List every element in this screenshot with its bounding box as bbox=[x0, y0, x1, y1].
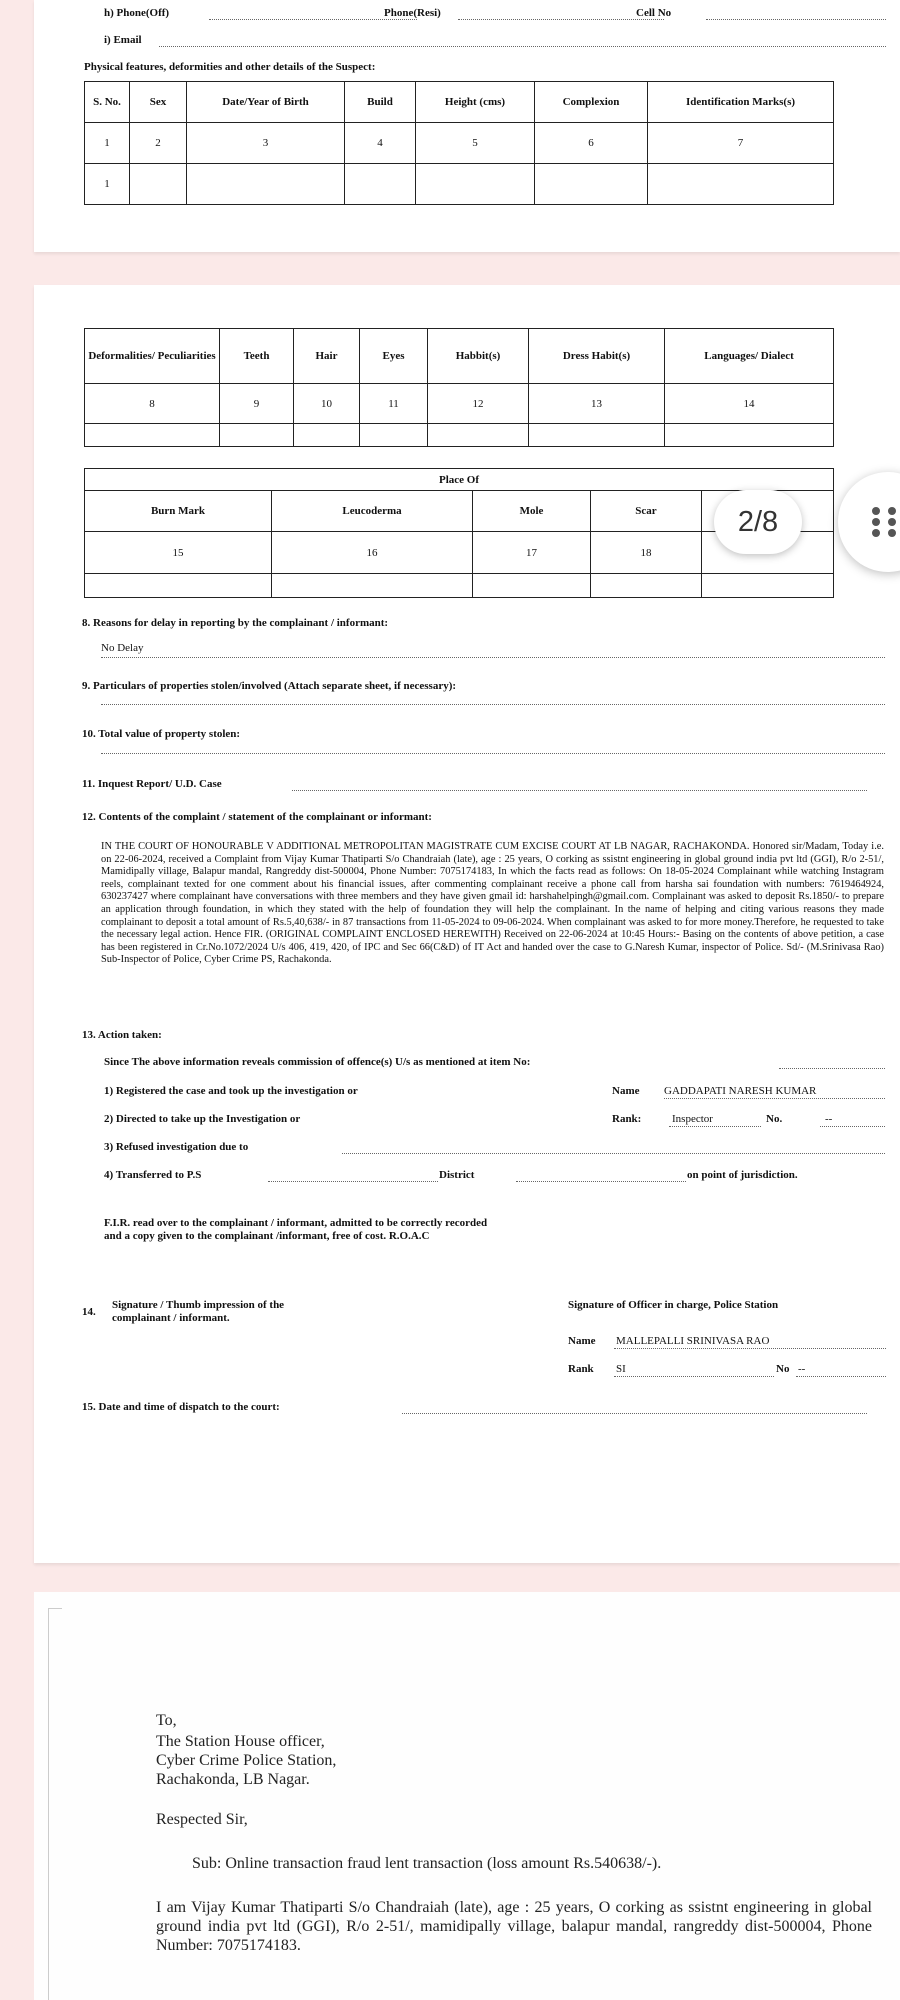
table-header: Deformalities/ Peculiarities bbox=[85, 329, 220, 384]
table-cell bbox=[85, 424, 220, 447]
document-page-1 bbox=[34, 0, 900, 252]
table-header: Habbit(s) bbox=[428, 329, 529, 384]
complaint-contents: IN THE COURT OF HONOURABLE V ADDITIONAL METROPOLITAN MAGISTRATE CUM EXCISE COURT AT LB NAGAR, RACHAKONDA. Honored sir/Madam, Today i.e. on 22-06-2024, received a Complaint from Vijay Kumar Thatiparti S/o Chandraiah (late), age : 25 years, O corking as ssistnt engineering in global ground india pvt ltd (GGI), R/o 2-51/, Mamidipally village, Balapur mandal, Rangreddy dist-500004, Phone Number: 7075174183, In which the facts read as follows: On 18-05-2024 Complainant while watching Instagram reels, complainant texted for one comment about his financial issues, after commenting complainant receive a phone call from harsha sai foundation with numbers: 7619464924, 630237427 where complainant have conversations with three members and they have given gmail id: harshahelpingh@gmail.com. Complainant was asked to deposit Rs.1850/- to prepare an application through foundation, in which they stated with the help of foundation they will help the complainant. In the name of helping and citing various reasons they made complainant to deposit a total amount of Rs.5,40,638/- in 87 transactions from 11-05-2024 to 09-06-2024. When complainant was asked to for more money.Therefore, he requested to take the necessary legal action. Hence FIR. (ORIGINAL COMPLAINT ENCLOSED HEREWITH) Received on 22-06-2024 at 10:45 Hours:- Basing on the contents of above petition, a case has been registered in Cr.No.1072/2024 U/s 406, 419, 420, of IPC and Sec 66(C&D) of IT Act and handed over the case to G.Naresh Kumar, inspector of Police. Sd/- (M.Srinivasa Rao) Sub-Inspector of Police, Cyber Crime PS, Rachakonda. bbox=[101, 841, 884, 966]
item-14-number: 14. bbox=[82, 1306, 96, 1318]
table-cell: 3 bbox=[187, 123, 345, 164]
table-cell bbox=[130, 164, 187, 205]
item-11-label: 11. Inquest Report/ U.D. Case bbox=[82, 778, 222, 790]
table-cell: 12 bbox=[428, 384, 529, 424]
table-cell bbox=[473, 574, 591, 598]
table-cell: 9 bbox=[220, 384, 294, 424]
jurisdiction-label: on point of jurisdiction. bbox=[687, 1169, 798, 1181]
table-cell bbox=[416, 164, 535, 205]
no-value: -- bbox=[825, 1113, 833, 1125]
table-cell bbox=[665, 424, 834, 447]
table-cell bbox=[529, 424, 665, 447]
table-header: Mole bbox=[473, 491, 591, 532]
item-14-label-1: Signature / Thumb impression of the bbox=[112, 1299, 285, 1311]
officer-in-charge-no-label: No bbox=[776, 1363, 790, 1375]
officer-signature-label: Signature of Officer in charge, Police Station bbox=[568, 1299, 779, 1311]
table-cell bbox=[360, 424, 428, 447]
officer-in-charge-name-label: Name bbox=[568, 1335, 596, 1347]
item-15-line bbox=[402, 1413, 867, 1414]
table-header: Leucoderma bbox=[272, 491, 473, 532]
table-header: Height (cms) bbox=[416, 82, 535, 123]
table-header: Complexion bbox=[535, 82, 648, 123]
scan-edge-line bbox=[48, 1608, 49, 2000]
item-13-intro-line bbox=[779, 1068, 885, 1069]
item-15-label: 15. Date and time of dispatch to the court: bbox=[82, 1401, 280, 1413]
item-13-intro: Since The above information reveals commission of offence(s) U/s as mentioned at item No: bbox=[104, 1056, 531, 1068]
letter-address-line-3: Rachakonda, LB Nagar. bbox=[156, 1771, 310, 1788]
scanned-letter-page bbox=[34, 1592, 900, 2000]
table-cell bbox=[294, 424, 360, 447]
rank-line bbox=[669, 1126, 761, 1127]
officer-in-charge-no: -- bbox=[798, 1363, 806, 1375]
item-8-line bbox=[101, 657, 885, 658]
item-12-label: 12. Contents of the complaint / statement of the complainant or informant: bbox=[82, 811, 432, 823]
rank-value: Inspector bbox=[672, 1113, 713, 1125]
letter-address-line-1: The Station House officer, bbox=[156, 1733, 325, 1750]
item-8-label: 8. Reasons for delay in reporting by the complainant / informant: bbox=[82, 617, 389, 629]
table-cell bbox=[648, 164, 834, 205]
phone-resi-label: Phone(Resi) bbox=[384, 7, 441, 19]
table-cell bbox=[272, 574, 473, 598]
table-cell bbox=[85, 574, 272, 598]
table-header: Scar bbox=[591, 491, 702, 532]
item-8-value: No Delay bbox=[101, 642, 144, 654]
email-label: i) Email bbox=[104, 34, 142, 46]
officer-in-charge-name-line bbox=[614, 1348, 886, 1349]
action-option-1: 1) Registered the case and took up the investigation or bbox=[104, 1085, 358, 1097]
item-13-label: 13. Action taken: bbox=[82, 1029, 162, 1041]
table-header: Burn Mark bbox=[85, 491, 272, 532]
table-cell: 1 bbox=[85, 123, 130, 164]
letter-body: I am Vijay Kumar Thatiparti S/o Chandraiah (late), age : 25 years, O corking as ssistnt engineering in global ground india pvt ltd (GGI), R/o 2-51/, mamidipally village, balapur mandal, rangreddy dist-500004, Phone Number: 7075174183. bbox=[156, 1899, 872, 1954]
physical-features-heading: Physical features, deformities and other details of the Suspect: bbox=[84, 61, 376, 73]
table-cell: 6 bbox=[535, 123, 648, 164]
officer-in-charge-rank-line bbox=[614, 1376, 774, 1377]
item-9-label: 9. Particulars of properties stolen/involved (Attach separate sheet, if necessary): bbox=[82, 680, 457, 692]
letter-to: To, bbox=[156, 1712, 177, 1729]
officer-name-label: Name bbox=[612, 1085, 640, 1097]
district-line bbox=[516, 1181, 686, 1182]
letter-salutation: Respected Sir, bbox=[156, 1811, 248, 1828]
table-header: Hair bbox=[294, 329, 360, 384]
officer-in-charge-no-line bbox=[796, 1376, 886, 1377]
action-option-2: 2) Directed to take up the Investigation or bbox=[104, 1113, 301, 1125]
letter-address-line-2: Cyber Crime Police Station, bbox=[156, 1752, 337, 1769]
table-cell: 14 bbox=[665, 384, 834, 424]
cell-no-line bbox=[706, 19, 886, 20]
item-11-line bbox=[292, 790, 867, 791]
table-header: Eyes bbox=[360, 329, 428, 384]
letter-subject: Sub: Online transaction fraud lent transaction (loss amount Rs.540638/-). bbox=[192, 1855, 662, 1872]
table-header: S. No. bbox=[85, 82, 130, 123]
cell-no-label: Cell No bbox=[636, 7, 672, 19]
table-cell bbox=[345, 164, 416, 205]
table-header: Identification Marks(s) bbox=[648, 82, 834, 123]
item-14-label-2: complainant / informant. bbox=[112, 1312, 230, 1324]
item-9-line bbox=[101, 704, 885, 705]
table-header: Teeth bbox=[220, 329, 294, 384]
table-cell: 1 bbox=[85, 164, 130, 205]
scan-edge-line bbox=[48, 1608, 62, 1609]
table-cell: 13 bbox=[529, 384, 665, 424]
transfer-ps-line bbox=[268, 1181, 438, 1182]
item-10-line bbox=[101, 753, 885, 754]
table-cell: 15 bbox=[85, 532, 272, 574]
officer-name-value: GADDAPATI NARESH KUMAR bbox=[664, 1085, 817, 1097]
table-cell bbox=[702, 574, 834, 598]
table-cell bbox=[591, 574, 702, 598]
table-cell bbox=[428, 424, 529, 447]
officer-in-charge-name: MALLEPALLI SRINIVASA RAO bbox=[616, 1335, 770, 1347]
action-option-4: 4) Transferred to P.S bbox=[104, 1169, 202, 1181]
table-header: Date/Year of Birth bbox=[187, 82, 345, 123]
rank-label: Rank: bbox=[612, 1113, 642, 1125]
table-cell: 10 bbox=[294, 384, 360, 424]
document-page-2 bbox=[34, 285, 900, 1563]
table-cell bbox=[187, 164, 345, 205]
district-label: District bbox=[439, 1169, 475, 1181]
suspect-features-table bbox=[84, 81, 834, 205]
table-cell: 2 bbox=[130, 123, 187, 164]
officer-name-line bbox=[664, 1098, 885, 1099]
no-label: No. bbox=[766, 1113, 783, 1125]
table-cell: 5 bbox=[416, 123, 535, 164]
phone-off-line bbox=[209, 19, 417, 20]
table-cell: 8 bbox=[85, 384, 220, 424]
table-cell: 17 bbox=[473, 532, 591, 574]
table-cell: 7 bbox=[648, 123, 834, 164]
fir-note-line-1: F.I.R. read over to the complainant / informant, admitted to be correctly recorded bbox=[104, 1217, 488, 1229]
no-line bbox=[820, 1126, 885, 1127]
deformities-table bbox=[84, 328, 834, 447]
officer-in-charge-rank-label: Rank bbox=[568, 1363, 594, 1375]
table-header: Dress Habit(s) bbox=[529, 329, 665, 384]
table-cell: 11 bbox=[360, 384, 428, 424]
officer-in-charge-rank: SI bbox=[616, 1363, 626, 1375]
table-cell bbox=[220, 424, 294, 447]
table-header: Sex bbox=[130, 82, 187, 123]
phone-off-label: h) Phone(Off) bbox=[104, 7, 170, 19]
table-title: Place Of bbox=[85, 469, 834, 491]
item-10-label: 10. Total value of property stolen: bbox=[82, 728, 241, 740]
action-option-3: 3) Refused investigation due to bbox=[104, 1141, 249, 1153]
table-header: Languages/ Dialect bbox=[665, 329, 834, 384]
fir-note-line-2: and a copy given to the complainant /informant, free of cost. R.O.A.C bbox=[104, 1230, 430, 1242]
page-indicator: 2/8 bbox=[714, 490, 802, 554]
phone-resi-line bbox=[458, 19, 664, 20]
table-cell: 4 bbox=[345, 123, 416, 164]
refused-line bbox=[342, 1153, 885, 1154]
table-cell: 18 bbox=[591, 532, 702, 574]
table-cell bbox=[535, 164, 648, 205]
email-line bbox=[159, 46, 886, 47]
table-cell: 16 bbox=[272, 532, 473, 574]
table-header: Build bbox=[345, 82, 416, 123]
